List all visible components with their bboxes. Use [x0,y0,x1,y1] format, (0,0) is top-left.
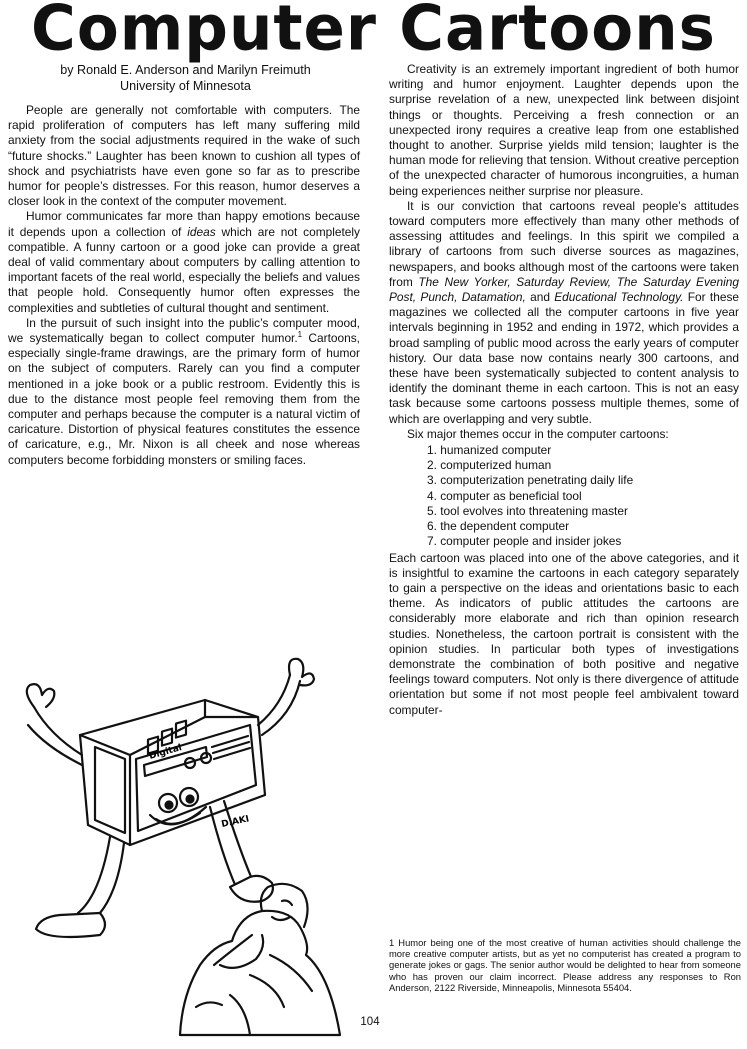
list-item: 3. computerization penetrating daily life [427,473,634,488]
byline-affiliation: University of Minnesota [120,79,251,93]
italic-term: ideas [187,224,216,239]
list-item: 1. humanized computer [427,443,552,458]
themes-intro: Six major themes occur in the computer cartoons: [407,426,669,441]
left-column [8,103,360,468]
paragraph: Creativity is an extremely important ingredient of both humor writing and humor enjoyment. Laughter depends upon the surprise revelation of a new, unexpected link between disjoint things or thoughts. Perceiving a fresh connection or an unexpected irony requires a creative leap from one established thought to another. Surprise yields mild tension; laughter is the human mode for relieving that tension. Without creative perception of the unexpected character of humorous incongruities, a human being experiences neither surprise nor pleasure. [389,62,739,198]
footnote [389,937,741,993]
cartoon-illustration [0,655,382,1040]
cartoon-leg [78,837,110,913]
article-title: Computer Cartoons [31,0,716,65]
artist-signature: D.AKI [220,814,251,830]
paragraph: People are generally not comfortable with computers. The rapid proliferation of computers has left many suffering mild anxiety from the social adjustments required in the wake of such “future shocks.” Laughter has been known to cushion all types of shock and psychiatrists have even gone so far as to prescribe humor for people’s distresses. For this reason, humor deserves a closer look in the context of the computer movement. [8,103,360,209]
paragraph: It is our conviction that cartoons reveal people’s attitudes toward computers more effectively than many other methods of assessing attitudes and feelings. In this spirit we compiled a library of cartoons from such diverse sources as magazines, newspapers, and books although most of the cartoons were taken from The New Yorker, Saturday Review, The Saturday Evening Post, Punch, Datamation, and Educational Technology. For these magazines we collected all the computer cartoons in five year intervals beginning in 1952 and ending in 1972, which provides a broad sampling of public mood across the early years of computer history. Our data base now contains nearly 300 cartoons, and these have been systematically subjected to content analysis to identify the dominant theme in each cartoon. This is not an easy task because some cartoons possess multiple themes, some of which are overlapping and very subtle. [389,198,740,426]
list-item: 4. computer as beneficial tool [427,488,582,503]
panel-label: Digital [148,743,184,762]
footnote-marker: 1 [389,937,395,948]
source-last: Educational Technology. [554,290,684,305]
right-column [389,62,739,718]
footnote-marker: 1 [297,330,303,340]
byline [8,62,363,94]
themes-list [389,443,739,549]
paragraph: Humor communicates far more than happy emotions because it depends upon a collection of ideas which are not completely compatible. A funny cartoon or a good joke can provide a great deal of valid commentary about computers by calling attention to important facets of the real world, especially the beliefs and values that people hold. Consequently humor often expresses the complexities and subtleties of cultural thought and sentiment. [8,209,360,315]
list-item: 5. tool evolves into threatening master [427,503,628,518]
cartoon-arm [34,707,82,755]
cartoon-man [180,911,340,1035]
footnote-text: Humor being one of the most creative of human activities should challenge the more creative computer artists, but as yet no computerist has created a program to generate jokes or gags. The senior author would be delighted to hear from someone who has proven our claim incorrect. Please address any responses to Ron Anderson, 2122 Riverside, Minneapolis, Minnesota 55404. [389,937,742,993]
paragraph: Each cartoon was placed into one of the above categories, and it is insightful to examine the cartoons in each category separately to gain a perspective on the ideas and orientations basic to each theme. As indicators of public attitudes the cartoons are considerably more elaborate and rich than opinion research studies. Nonetheless, the cartoon portrait is consistent with the opinion studies. In particular both types of investigations demonstrate the combination of both positive and negative feelings toward computers. Not only is there divergence of attitude orientation but some if not most people feel ambivalent toward computer- [389,550,739,717]
page-number: 104 [360,1016,380,1028]
list-item: 7. computer people and insider jokes [427,534,622,549]
list-item: 2. computerized human [427,458,552,473]
list-item: 6. the dependent computer [427,519,570,534]
byline-authors: by Ronald E. Anderson and Marilyn Freimuth [60,63,311,77]
paragraph: In the pursuit of such insight into the public’s computer mood, we systematically began to collect computer humor.$^1$ Cartoons, especially single-frame drawings, are the primary form of humor on the subject of computers. Rarely can you find a computer mentioned in a joke book or a public restroom. Evidently this is due to the distance most people feel removing them from the computer and perhaps because the computer is a natural victim of caricature. Distortion of physical features constitutes the essence of caricature, e.g., Mr. Nixon is all cheek and nose whereas computers become forbidding monsters or smiling faces. [8,315,360,467]
front-panel [95,747,125,833]
source-list: The New Yorker, Saturday Review, The Saturday Evening Post, Punch, Datamation, [389,274,739,305]
